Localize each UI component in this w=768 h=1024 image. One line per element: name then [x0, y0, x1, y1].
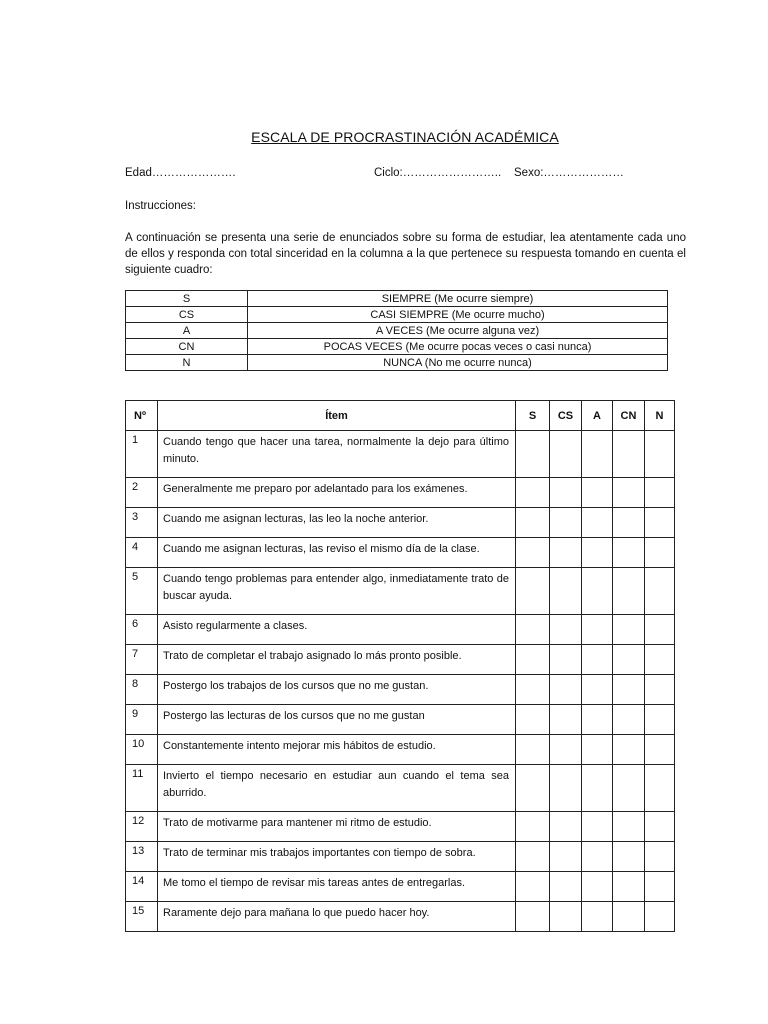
answer-cell-n[interactable] [645, 902, 675, 932]
header-a: A [582, 401, 613, 431]
item-text: Postergo los trabajos de los cursos que no me gustan. [158, 675, 516, 705]
table-row [126, 645, 675, 675]
answer-cell-cn[interactable] [613, 872, 645, 902]
answer-cell-n[interactable] [645, 478, 675, 508]
answer-cell-s[interactable] [516, 705, 550, 735]
item-number: 13 [126, 842, 158, 872]
answer-cell-a[interactable] [582, 431, 613, 478]
item-number: 12 [126, 812, 158, 842]
answer-cell-cs[interactable] [550, 765, 582, 812]
answer-cell-n[interactable] [645, 842, 675, 872]
header-cs: CS [550, 401, 582, 431]
response-legend-table [125, 290, 668, 371]
answer-cell-cn[interactable] [613, 538, 645, 568]
answer-cell-s[interactable] [516, 675, 550, 705]
item-number: 14 [126, 872, 158, 902]
legend-row [126, 355, 668, 371]
item-text: Cuando me asignan lecturas, las leo la noche anterior. [158, 508, 516, 538]
answer-cell-cs[interactable] [550, 508, 582, 538]
answer-cell-a[interactable] [582, 568, 613, 615]
answer-cell-s[interactable] [516, 568, 550, 615]
answer-cell-cn[interactable] [613, 568, 645, 615]
answer-cell-cs[interactable] [550, 645, 582, 675]
table-row [126, 538, 675, 568]
legend-row [126, 339, 668, 355]
answer-cell-cn[interactable] [613, 902, 645, 932]
table-row [126, 812, 675, 842]
answer-cell-a[interactable] [582, 872, 613, 902]
sexo-field[interactable]: Sexo:………………… [514, 167, 624, 179]
answer-cell-a[interactable] [582, 902, 613, 932]
answer-cell-cs[interactable] [550, 812, 582, 842]
answer-cell-cs[interactable] [550, 842, 582, 872]
answer-cell-cs[interactable] [550, 478, 582, 508]
item-number: 9 [126, 705, 158, 735]
item-text: Raramente dejo para mañana lo que puedo hacer hoy. [158, 902, 516, 932]
answer-cell-cn[interactable] [613, 431, 645, 478]
legend-meaning: SIEMPRE (Me ocurre siempre) [248, 291, 668, 307]
legend-code: CS [126, 307, 248, 323]
legend-row [126, 323, 668, 339]
answer-cell-s[interactable] [516, 431, 550, 478]
table-row [126, 902, 675, 932]
answer-cell-s[interactable] [516, 902, 550, 932]
answer-cell-n[interactable] [645, 431, 675, 478]
answer-cell-cs[interactable] [550, 675, 582, 705]
items-header-row [126, 401, 675, 431]
answer-cell-cs[interactable] [550, 538, 582, 568]
answer-cell-cn[interactable] [613, 675, 645, 705]
table-row [126, 431, 675, 478]
answer-cell-cs[interactable] [550, 705, 582, 735]
item-number: 1 [126, 431, 158, 478]
answer-cell-cn[interactable] [613, 842, 645, 872]
item-text: Generalmente me preparo por adelantado para los exámenes. [158, 478, 516, 508]
answer-cell-cs[interactable] [550, 902, 582, 932]
answer-cell-s[interactable] [516, 538, 550, 568]
item-text: Postergo las lecturas de los cursos que no me gustan [158, 705, 516, 735]
item-number: 6 [126, 615, 158, 645]
answer-cell-cn[interactable] [613, 615, 645, 645]
item-number: 4 [126, 538, 158, 568]
header-cn: CN [613, 401, 645, 431]
table-row [126, 568, 675, 615]
answer-cell-n[interactable] [645, 872, 675, 902]
edad-field[interactable]: Edad…………………. [125, 167, 236, 179]
instructions-label: Instrucciones: [125, 200, 196, 212]
answer-cell-s[interactable] [516, 508, 550, 538]
answer-cell-a[interactable] [582, 538, 613, 568]
answer-cell-a[interactable] [582, 705, 613, 735]
table-row [126, 872, 675, 902]
answer-cell-cs[interactable] [550, 568, 582, 615]
header-num: Nº [126, 401, 158, 431]
answer-cell-a[interactable] [582, 478, 613, 508]
item-text: Trato de motivarme para mantener mi ritmo de estudio. [158, 812, 516, 842]
answer-cell-s[interactable] [516, 812, 550, 842]
respondent-fields [125, 167, 685, 183]
answer-cell-cs[interactable] [550, 615, 582, 645]
answer-cell-s[interactable] [516, 765, 550, 812]
item-number: 10 [126, 735, 158, 765]
answer-cell-cn[interactable] [613, 812, 645, 842]
table-row [126, 735, 675, 765]
item-text: Asisto regularmente a clases. [158, 615, 516, 645]
item-text: Trato de terminar mis trabajos importantes con tiempo de sobra. [158, 842, 516, 872]
item-number: 7 [126, 645, 158, 675]
answer-cell-cn[interactable] [613, 705, 645, 735]
answer-cell-n[interactable] [645, 508, 675, 538]
answer-cell-n[interactable] [645, 645, 675, 675]
answer-cell-a[interactable] [582, 842, 613, 872]
answer-cell-n[interactable] [645, 812, 675, 842]
answer-cell-a[interactable] [582, 765, 613, 812]
answer-cell-cn[interactable] [613, 478, 645, 508]
answer-cell-n[interactable] [645, 538, 675, 568]
answer-cell-n[interactable] [645, 735, 675, 765]
answer-cell-cn[interactable] [613, 765, 645, 812]
answer-cell-cn[interactable] [613, 735, 645, 765]
header-n: N [645, 401, 675, 431]
legend-row [126, 291, 668, 307]
answer-cell-n[interactable] [645, 568, 675, 615]
answer-cell-n[interactable] [645, 765, 675, 812]
items-table [125, 400, 675, 932]
answer-cell-a[interactable] [582, 812, 613, 842]
table-row [126, 675, 675, 705]
answer-cell-a[interactable] [582, 675, 613, 705]
answer-cell-a[interactable] [582, 645, 613, 675]
header-item: Ítem [158, 401, 516, 431]
item-number: 15 [126, 902, 158, 932]
item-text: Constantemente intento mejorar mis hábitos de estudio. [158, 735, 516, 765]
legend-meaning: A VECES (Me ocurre alguna vez) [248, 323, 668, 339]
answer-cell-s[interactable] [516, 872, 550, 902]
table-row [126, 765, 675, 812]
answer-cell-s[interactable] [516, 615, 550, 645]
table-row [126, 842, 675, 872]
answer-cell-cs[interactable] [550, 872, 582, 902]
answer-cell-cn[interactable] [613, 645, 645, 675]
legend-meaning: CASI SIEMPRE (Me ocurre mucho) [248, 307, 668, 323]
page-title: ESCALA DE PROCRASTINACIÓN ACADÉMICA [251, 129, 559, 145]
answer-cell-cn[interactable] [613, 508, 645, 538]
item-text: Trato de completar el trabajo asignado lo más pronto posible. [158, 645, 516, 675]
legend-code: A [126, 323, 248, 339]
header-s: S [516, 401, 550, 431]
legend-code: S [126, 291, 248, 307]
instructions-text: A continuación se presenta una serie de enunciados sobre su forma de estudiar, lea atentamente cada uno de ellos y responda con total sinceridad en la columna a la que pertenece su respuesta tomando en cuenta el siguiente cuadro: [125, 232, 686, 276]
table-row [126, 508, 675, 538]
item-text: Cuando tengo que hacer una tarea, normalmente la dejo para último minuto. [158, 431, 516, 478]
item-text: Cuando tengo problemas para entender algo, inmediatamente trato de buscar ayuda. [158, 568, 516, 615]
ciclo-field[interactable]: Ciclo:…………………….. [374, 167, 502, 179]
answer-cell-s[interactable] [516, 842, 550, 872]
table-row [126, 705, 675, 735]
legend-code: CN [126, 339, 248, 355]
answer-cell-a[interactable] [582, 615, 613, 645]
item-number: 11 [126, 765, 158, 812]
items-body [126, 431, 675, 932]
answer-cell-n[interactable] [645, 675, 675, 705]
item-number: 8 [126, 675, 158, 705]
answer-cell-n[interactable] [645, 705, 675, 735]
answer-cell-s[interactable] [516, 735, 550, 765]
legend-meaning: POCAS VECES (Me ocurre pocas veces o casi nunca) [248, 339, 668, 355]
answer-cell-cs[interactable] [550, 735, 582, 765]
item-number: 3 [126, 508, 158, 538]
item-number: 2 [126, 478, 158, 508]
table-row [126, 478, 675, 508]
item-text: Invierto el tiempo necesario en estudiar aun cuando el tema sea aburrido. [158, 765, 516, 812]
legend-code: N [126, 355, 248, 371]
answer-cell-cs[interactable] [550, 431, 582, 478]
answer-cell-a[interactable] [582, 508, 613, 538]
legend-row [126, 307, 668, 323]
answer-cell-n[interactable] [645, 615, 675, 645]
answer-cell-s[interactable] [516, 645, 550, 675]
item-number: 5 [126, 568, 158, 615]
item-text: Cuando me asignan lecturas, las reviso el mismo día de la clase. [158, 538, 516, 568]
answer-cell-a[interactable] [582, 735, 613, 765]
answer-cell-s[interactable] [516, 478, 550, 508]
legend-meaning: NUNCA (No me ocurre nunca) [248, 355, 668, 371]
item-text: Me tomo el tiempo de revisar mis tareas antes de entregarlas. [158, 872, 516, 902]
legend-body [126, 291, 668, 371]
table-row [126, 615, 675, 645]
